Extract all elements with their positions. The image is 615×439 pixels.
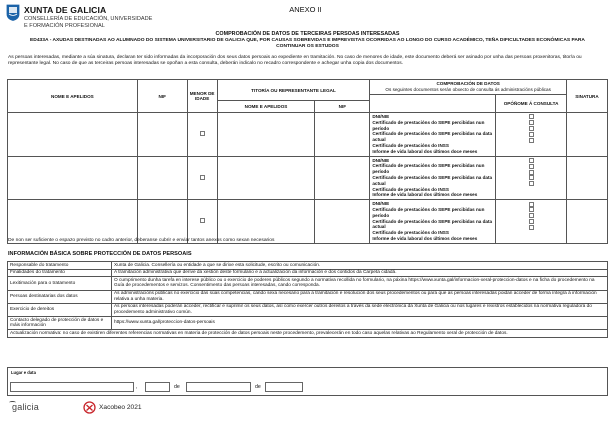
oppose-checkbox[interactable] bbox=[529, 175, 534, 180]
header-oppose: OPÓÑOME Á CONSULTA bbox=[496, 95, 567, 113]
normative-update: Actualización normativa: no caso de existiren diferentes referencias normativas en materia de protección de datos persoais neste procedemento, prevalecerán en todo caso aquelas relativas ao Regulamento xeral de protección de datos. bbox=[8, 330, 608, 338]
data-protection-heading: INFORMACIÓN BÁSICA SOBRE PROTECCIÓN DE DATOS PERSOAIS bbox=[8, 251, 192, 257]
place-date-label: Lugar e data bbox=[11, 370, 36, 375]
header-nif: NIF bbox=[137, 80, 187, 113]
day-field[interactable] bbox=[145, 382, 170, 392]
oppose-checkbox[interactable] bbox=[529, 181, 534, 186]
oppose-checkbox[interactable] bbox=[529, 202, 534, 207]
table-row bbox=[8, 156, 608, 200]
guardian-name-cell[interactable] bbox=[217, 113, 315, 157]
documents-cell bbox=[370, 113, 496, 157]
protection-key: Persoas destinatarias dos datos bbox=[8, 290, 112, 303]
guardian-name-cell[interactable] bbox=[217, 200, 315, 244]
comma-separator: , bbox=[136, 384, 138, 390]
oppose-checkbox[interactable] bbox=[529, 126, 534, 131]
document-item: Certificado de prestacións do INSS bbox=[372, 142, 449, 148]
oppose-checkbox[interactable] bbox=[529, 164, 534, 169]
document-title: COMPROBACIÓN DE DATOS DE TERCEIRAS PERSOAS INTERESADAS bbox=[215, 31, 400, 37]
protection-value: https://www.xunta.gal/proteccion-datos-persoais bbox=[112, 316, 608, 329]
oppose-checkbox[interactable] bbox=[529, 138, 534, 143]
logo-subtitle: CONSELLERÍA DE EDUCACIÓN, UNIVERSIDADE E FORMACIÓN PROFESIONAL bbox=[24, 16, 153, 29]
place-field[interactable] bbox=[10, 382, 134, 392]
guardian-nif-cell[interactable] bbox=[315, 113, 370, 157]
signature-cell[interactable] bbox=[566, 113, 607, 157]
de-label-2: de bbox=[255, 384, 261, 390]
protection-row bbox=[8, 269, 608, 277]
minor-checkbox[interactable] bbox=[200, 131, 205, 136]
header-data-check: COMPROBACIÓN DE DATOS Os seguintes documentos serán obxecto de consulta ás administracións públicas bbox=[370, 80, 567, 95]
document-item: Certificado de prestacións do SEPE percibidas na data actual bbox=[372, 218, 493, 230]
name-cell[interactable] bbox=[8, 200, 138, 244]
year-field[interactable] bbox=[265, 382, 303, 392]
oppose-checkbox[interactable] bbox=[529, 207, 534, 212]
nif-cell[interactable] bbox=[137, 113, 187, 157]
guardian-nif-cell[interactable] bbox=[315, 156, 370, 200]
minor-checkbox[interactable] bbox=[200, 218, 205, 223]
protection-row bbox=[8, 262, 608, 270]
table-row bbox=[8, 113, 608, 157]
document-titles bbox=[6, 31, 609, 50]
document-item: Certificado de prestacións do SEPE percibidas na data actual bbox=[372, 131, 493, 143]
nif-cell[interactable] bbox=[137, 200, 187, 244]
minor-cell bbox=[187, 156, 217, 200]
xacobeo-icon bbox=[83, 401, 96, 414]
de-label-1: de bbox=[174, 384, 180, 390]
name-cell[interactable] bbox=[8, 156, 138, 200]
protection-value: O cumprimento dunha tarefa en interese público ou o exercicio de poderes públicos segundo a normativa recollida no formulario, na páxina https://www.xunta.gal/informacion-xeral-proteccion-datos e na ficha do procedemento na Guía de procedementos e servizos. Consentimento das persoas interesadas, cando corresponda. bbox=[112, 277, 608, 290]
protection-value: A tramitación administrativa que derive da xestión deste formulario e a actualización da información e dos contidos da Carpeta cidadá. bbox=[112, 269, 608, 277]
document-item: Certificado de prestacións do SEPE percibidas na data actual bbox=[372, 174, 493, 186]
data-protection-table bbox=[7, 261, 608, 338]
oppose-checkbox[interactable] bbox=[529, 225, 534, 230]
protection-value: As administracións públicas no exercicio das súas competencias, cando sexa necesario para a tramitación e resolución dos seus procedementos ou para que as persoas interesadas poidan acceder de forma íntegra á información relativa a unha materia. bbox=[112, 290, 608, 303]
oppose-checkbox[interactable] bbox=[529, 158, 534, 163]
galicia-mark-icon bbox=[9, 401, 16, 404]
header-guardian-name: NOME E APELIDOS bbox=[217, 101, 315, 113]
oppose-checkbox[interactable] bbox=[529, 219, 534, 224]
month-field[interactable] bbox=[186, 382, 251, 392]
protection-key: Finalidades do tratamento bbox=[8, 269, 112, 277]
document-item: Certificado de prestacións do SEPE percibidas nun período bbox=[372, 163, 485, 175]
intro-text: As persoas interesadas, mediante a súa sinatura, declaran ter sido informadas da incorporación dos seus datos persoais ao expediente en tramitación. No caso de menores de idade, este documento deberá ser asinado por unha das persoas proxenitoras, titor/a ou representante legal. No caso de que as terceiras persoas interesadas se opoñan a esta consulta, deberán indicalo no recadro correspondente e achegar unha copia dos documentos. bbox=[8, 55, 582, 66]
document-item: Certificado de prestacións do INSS bbox=[372, 186, 449, 192]
protection-key: Responsable do tratamento bbox=[8, 262, 112, 270]
signature-cell[interactable] bbox=[566, 156, 607, 200]
minor-cell bbox=[187, 113, 217, 157]
header-docs-spacer bbox=[370, 95, 496, 113]
protection-value: As persoas interesadas poderán acceder, rectificar e suprimir os seus datos, así como exercer outros dereitos a través da sede electrónica da Xunta de Galicia ou nos lugares e rexistros establecidos na normativa reguladora do procedemento administrativo común. bbox=[112, 303, 608, 316]
oppose-cell bbox=[496, 113, 567, 157]
document-item: Informe de vida laboral dos últimos doce meses bbox=[372, 192, 478, 198]
oppose-cell bbox=[496, 200, 567, 244]
table-row bbox=[8, 200, 608, 244]
anexo-label: ANEXO II bbox=[289, 5, 322, 14]
document-item: Certificado de prestacións do INSS bbox=[372, 230, 449, 236]
protection-row bbox=[8, 316, 608, 329]
protection-value: Xunta de Galicia. Consellería ou entidade a que se dirixe esta solicitude, escrito ou comunicación. bbox=[112, 262, 608, 270]
logo-title: XUNTA DE GALICIA bbox=[24, 5, 107, 15]
third-party-table bbox=[7, 79, 608, 244]
protection-row bbox=[8, 290, 608, 303]
signature-cell[interactable] bbox=[566, 200, 607, 244]
name-cell[interactable] bbox=[8, 113, 138, 157]
guardian-nif-cell[interactable] bbox=[315, 200, 370, 244]
header-guardian-nif: NIF bbox=[315, 101, 370, 113]
document-item: Informe de vida laboral dos últimos doce meses bbox=[372, 235, 478, 241]
oppose-checkbox[interactable] bbox=[529, 132, 534, 137]
document-item: DNI/NIE bbox=[372, 201, 390, 207]
oppose-checkbox[interactable] bbox=[529, 120, 534, 125]
signature-section bbox=[7, 367, 608, 396]
header-name: NOME E APELIDOS bbox=[8, 80, 138, 113]
space-note: De non ser suficiente o espazo previsto no cadro anterior, deberanse cubrir e enviar tantos anexos como sexan necesarios bbox=[8, 238, 275, 243]
oppose-cell bbox=[496, 156, 567, 200]
oppose-checkbox[interactable] bbox=[529, 114, 534, 119]
document-item: DNI/NIE bbox=[372, 157, 390, 163]
header-minor: MENOR DE IDADE bbox=[187, 80, 217, 113]
header-guardian: TITOR/A OU REPRESENTANTE LEGAL bbox=[217, 80, 370, 101]
protection-key: Lexitimación para o tratamento bbox=[8, 277, 112, 290]
header-signature: SINATURA bbox=[566, 80, 607, 113]
documents-cell bbox=[370, 156, 496, 200]
guardian-name-cell[interactable] bbox=[217, 156, 315, 200]
protection-row bbox=[8, 303, 608, 316]
oppose-checkbox[interactable] bbox=[529, 170, 534, 175]
document-item: DNI/NIE bbox=[372, 114, 390, 119]
oppose-checkbox[interactable] bbox=[529, 213, 534, 218]
protection-row bbox=[8, 277, 608, 290]
minor-cell bbox=[187, 200, 217, 244]
minor-checkbox[interactable] bbox=[200, 175, 205, 180]
protection-key: Exercicio de dereitos bbox=[8, 303, 112, 316]
protection-key: Contacto delegado de protección de datos e máis información bbox=[8, 316, 112, 329]
nif-cell[interactable] bbox=[137, 156, 187, 200]
galicia-logo: galicia bbox=[12, 402, 39, 412]
document-item: Informe de vida laboral dos últimos doce meses bbox=[372, 148, 478, 154]
documents-cell bbox=[370, 200, 496, 244]
document-item: Certificado de prestacións do SEPE percibidas nun período bbox=[372, 119, 485, 131]
document-item: Certificado de prestacións do SEPE percibidas nun período bbox=[372, 206, 485, 218]
procedure-title: ED433A - AXUDAS DESTINADAS AO ALUMNADO DO SISTEMA UNIVERSITARIO DE GALICIA QUE, POR CAUSAS SOBREVIDAS E IMPREVISTAS OCORRIDAS AO LONGO DO CURSO ACADÉMICO, TEÑA DIFICULTADES ECONÓMICAS PARA CONTINUAR OS ESTUDOS bbox=[30, 38, 585, 49]
